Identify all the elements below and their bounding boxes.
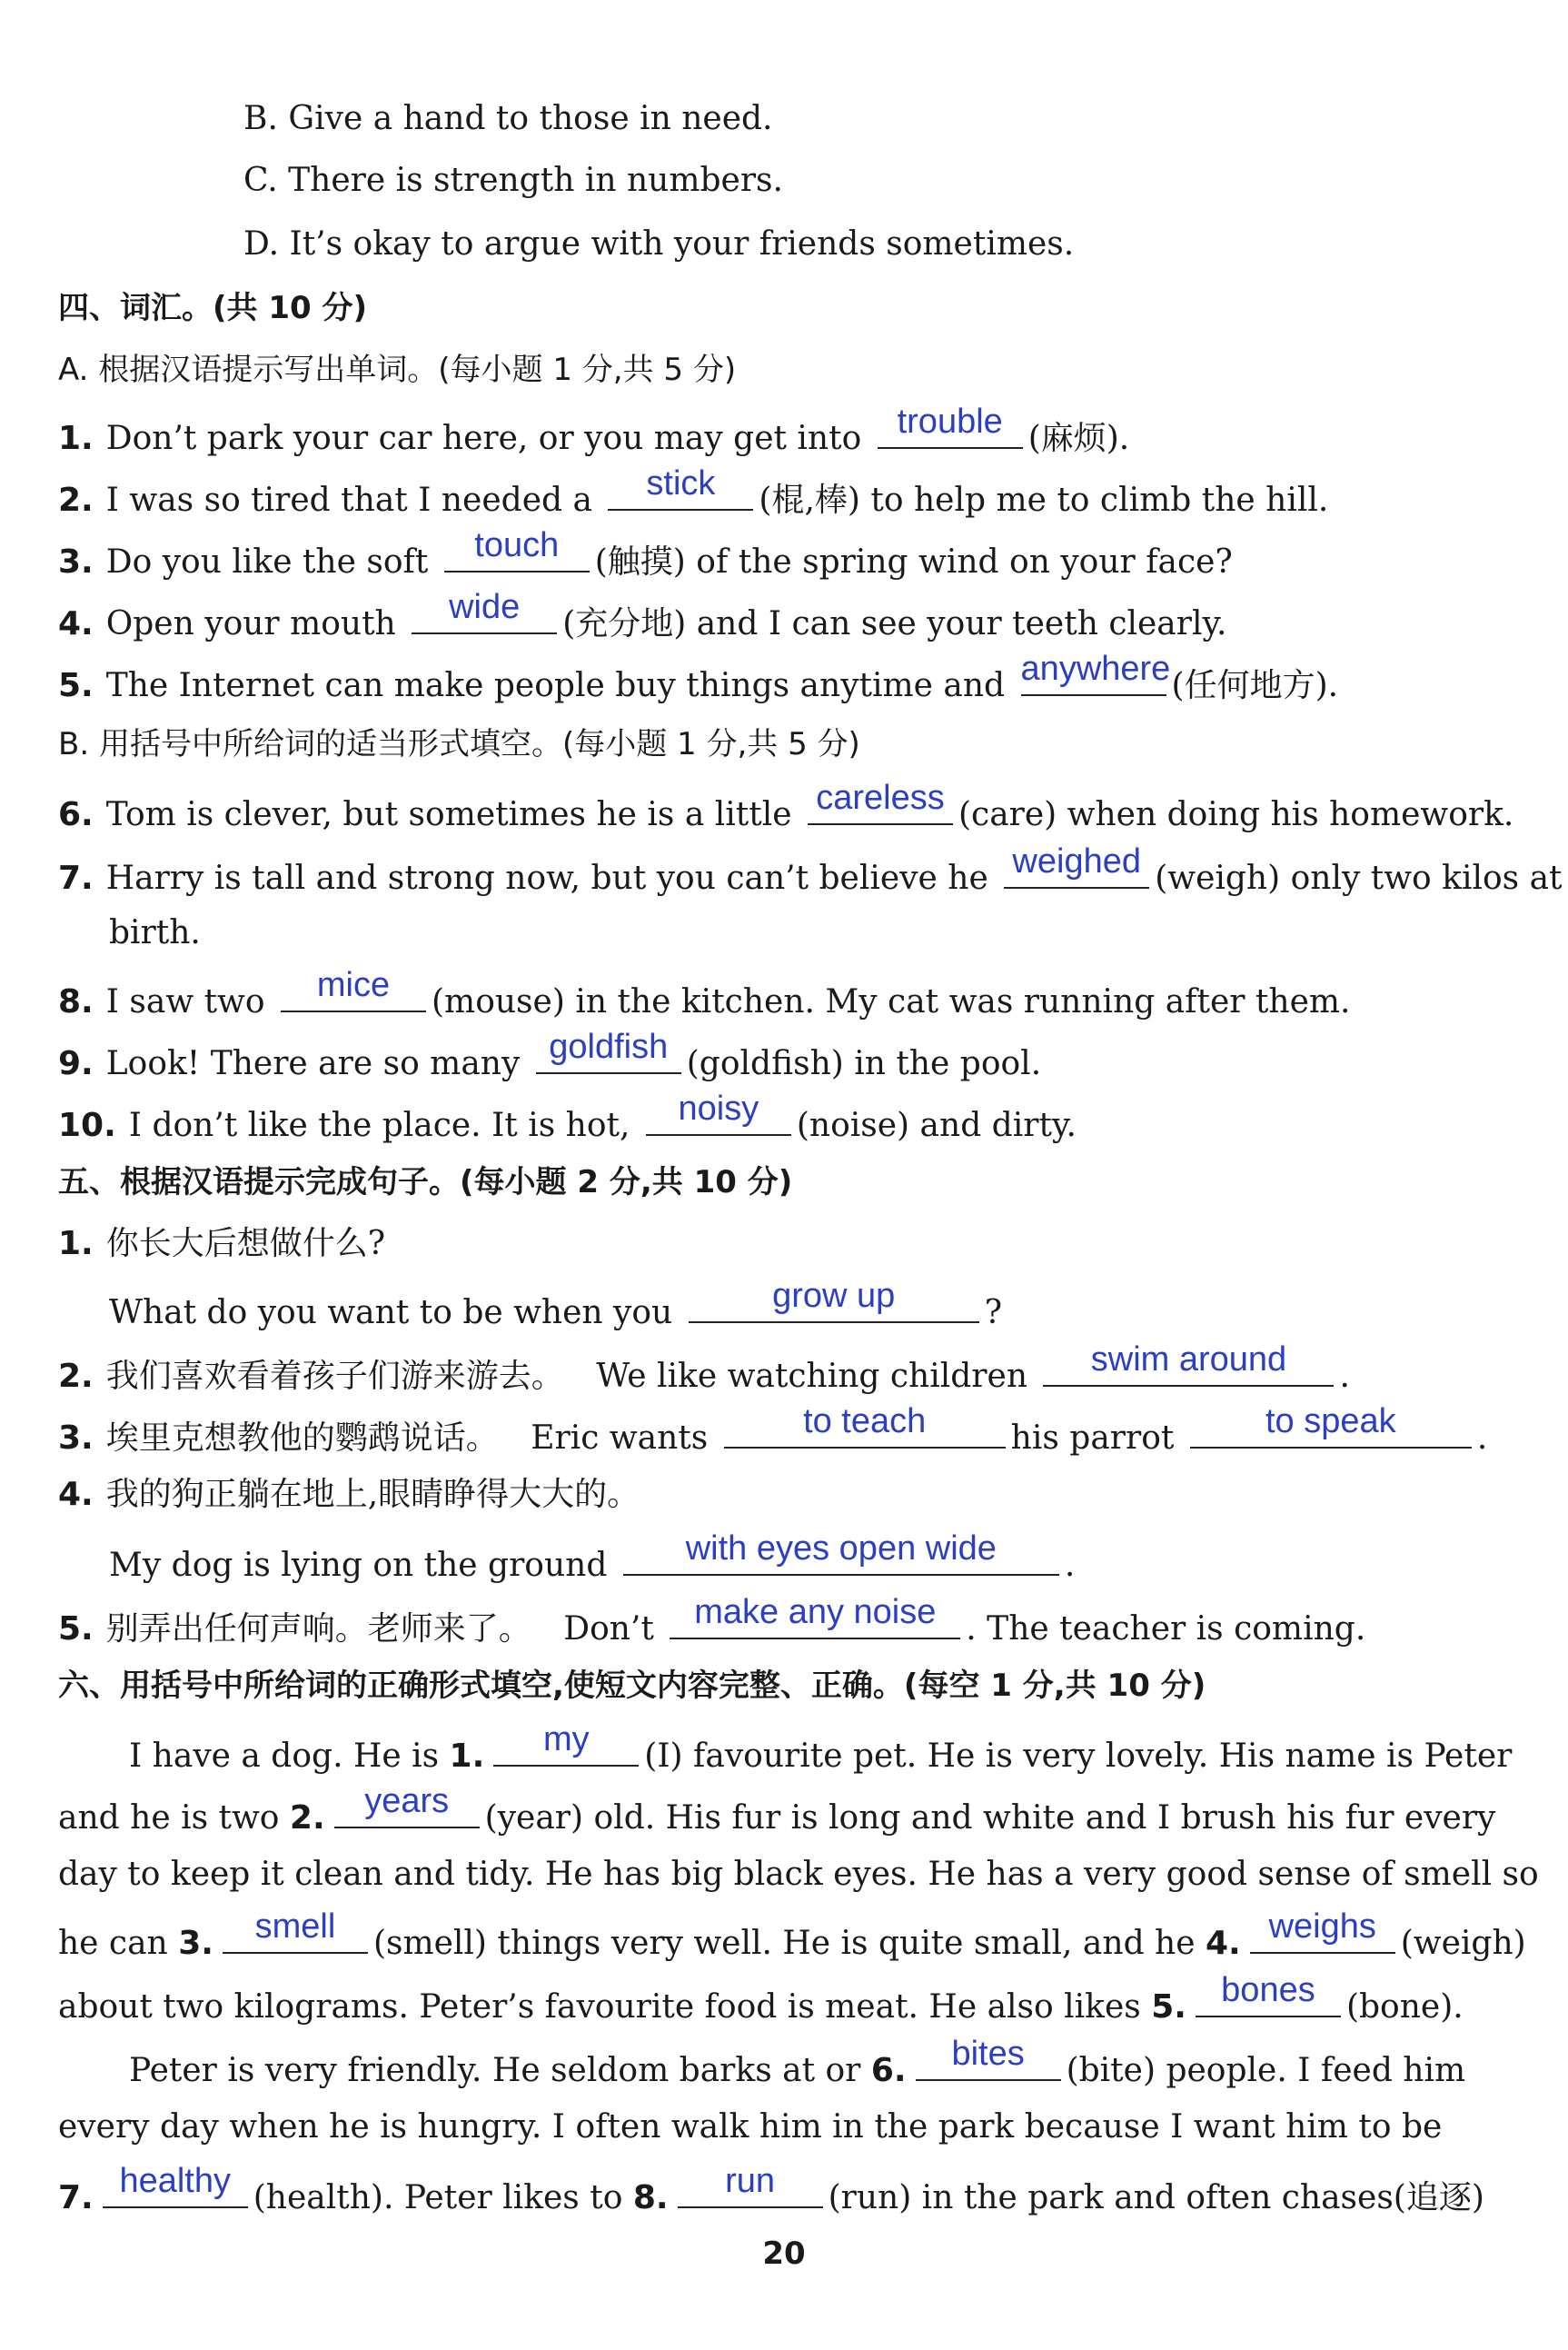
answer-blank[interactable] bbox=[1020, 650, 1171, 696]
question-number: 2. bbox=[58, 482, 94, 519]
chinese-prompt: 我的狗正躺在地上,眼睛睁得大大的。 bbox=[105, 1476, 640, 1513]
answer-text: anywhere bbox=[1020, 650, 1171, 688]
answer-blank-2[interactable] bbox=[1190, 1402, 1472, 1449]
answer-text: mice bbox=[316, 966, 391, 1004]
section-6-title: 六、用括号中所给词的正确形式填空,使短文内容完整、正确。(每空 1 分,共 10 分) bbox=[58, 1668, 1206, 1704]
answer-text: to speak bbox=[1265, 1402, 1396, 1440]
answer-blank[interactable] bbox=[724, 1402, 1006, 1449]
answer-blank[interactable] bbox=[1250, 1907, 1395, 1954]
question-number: 2. bbox=[58, 1358, 94, 1395]
option-d: D. It’s okay to argue with your friends sometimes. bbox=[243, 225, 1075, 263]
option-b: B. Give a hand to those in need. bbox=[243, 100, 773, 137]
answer-blank[interactable] bbox=[689, 1277, 979, 1323]
answer-blank[interactable] bbox=[678, 2162, 823, 2208]
question-number: 4. bbox=[58, 605, 94, 642]
chinese-prompt: 我们喜欢看着孩子们游来游去。 bbox=[105, 1358, 564, 1395]
answer-text: swim around bbox=[1090, 1340, 1287, 1379]
blank-number: 6. bbox=[870, 2052, 907, 2089]
sentence-1-en bbox=[109, 1277, 1003, 1334]
question-text-mid: his parrot bbox=[1010, 1419, 1175, 1457]
section-4-part-b: B. 用括号中所给词的适当形式填空。(每小题 1 分,共 5 分) bbox=[58, 726, 860, 762]
passage-line-1 bbox=[129, 1720, 1513, 1777]
punctuation: ? bbox=[984, 1294, 1003, 1331]
answer-blank[interactable] bbox=[646, 1090, 791, 1136]
sentence-1-cn bbox=[58, 1223, 385, 1265]
question-1 bbox=[58, 403, 1130, 460]
blank-number: 8. bbox=[632, 2179, 669, 2216]
sentence-4-cn bbox=[58, 1474, 640, 1516]
question-3 bbox=[58, 526, 1233, 583]
question-text: Don’t park your car here, or you may get into bbox=[105, 420, 862, 457]
passage-line-2 bbox=[58, 1782, 1496, 1839]
sentence-2 bbox=[58, 1340, 1350, 1398]
question-text: I was so tired that I needed a bbox=[105, 482, 592, 519]
question-text: I don’t like the place. It is hot, bbox=[128, 1107, 630, 1144]
question-number: 5. bbox=[58, 667, 94, 704]
answer-text: weighs bbox=[1268, 1907, 1376, 1946]
question-text: Look! There are so many bbox=[105, 1045, 521, 1082]
question-5 bbox=[58, 650, 1339, 707]
question-text: Harry is tall and strong now, but you can’t believe he bbox=[105, 860, 988, 897]
passage-text: he can bbox=[58, 1925, 168, 1962]
answer-text: my bbox=[542, 1720, 590, 1758]
question-hint: (mouse) in the kitchen. My cat was running after them. bbox=[432, 983, 1351, 1021]
answer-blank[interactable] bbox=[536, 1028, 681, 1074]
chinese-prompt: 你长大后想做什么? bbox=[105, 1225, 386, 1262]
question-number: 5. bbox=[58, 1610, 94, 1648]
sentence-4-en bbox=[109, 1529, 1076, 1587]
question-6 bbox=[58, 779, 1514, 836]
chinese-prompt: 埃里克想教他的鹦鹉说话。 bbox=[105, 1419, 499, 1457]
passage-line-7: every day when he is hungry. I often walk him in the park because I want him to be bbox=[58, 2108, 1443, 2146]
answer-blank[interactable] bbox=[608, 464, 753, 511]
question-text: Eric wants bbox=[531, 1419, 709, 1457]
answer-blank[interactable] bbox=[1196, 1971, 1341, 2017]
blank-number: 1. bbox=[449, 1738, 485, 1775]
question-hint: (任何地方). bbox=[1171, 667, 1339, 704]
question-hint: (充分地) and I can see your teeth clearly. bbox=[562, 605, 1227, 642]
question-hint: (棍,棒) to help me to climb the hill. bbox=[759, 482, 1329, 519]
passage-text: (year) old. His fur is long and white and I brush his fur every bbox=[484, 1799, 1496, 1837]
passage-line-4 bbox=[58, 1907, 1526, 1965]
answer-text: careless bbox=[816, 779, 945, 817]
answer-text: bites bbox=[951, 2035, 1025, 2073]
answer-text: trouble bbox=[897, 403, 1003, 441]
passage-text: (bite) people. I feed him bbox=[1066, 2052, 1466, 2089]
sentence-3 bbox=[58, 1402, 1488, 1459]
blank-number: 4. bbox=[1206, 1925, 1241, 1962]
answer-blank[interactable] bbox=[334, 1782, 480, 1828]
answer-text: weighed bbox=[1012, 842, 1141, 881]
question-text: Don’t bbox=[563, 1610, 654, 1648]
punctuation: . bbox=[1339, 1358, 1350, 1395]
question-text: The Internet can make people buy things anytime and bbox=[105, 667, 1006, 704]
question-text: I saw two bbox=[105, 983, 265, 1021]
passage-line-3: day to keep it clean and tidy. He has big black eyes. He has a very good sense of smell so bbox=[58, 1856, 1539, 1893]
section-5-title: 五、根据汉语提示完成句子。(每小题 2 分,共 10 分) bbox=[58, 1164, 793, 1200]
question-number: 3. bbox=[58, 543, 94, 581]
answer-text: smell bbox=[254, 1907, 336, 1946]
answer-blank[interactable] bbox=[878, 403, 1023, 449]
sentence-5 bbox=[58, 1593, 1366, 1650]
answer-text: bones bbox=[1221, 1971, 1315, 2009]
question-number: 4. bbox=[58, 1476, 94, 1513]
answer-blank[interactable] bbox=[444, 526, 590, 573]
question-number: 6. bbox=[58, 796, 94, 833]
passage-text: about two kilograms. Peter’s favourite food is meat. He also likes bbox=[58, 1988, 1141, 2026]
question-text-end: . The teacher is coming. bbox=[966, 1610, 1366, 1648]
question-7 bbox=[58, 842, 1563, 900]
passage-text: Peter is very friendly. He seldom barks at or bbox=[129, 2052, 861, 2089]
section-4-part-a: A. 根据汉语提示写出单词。(每小题 1 分,共 5 分) bbox=[58, 352, 737, 388]
answer-blank[interactable] bbox=[916, 2035, 1061, 2081]
answer-text: to teach bbox=[803, 1402, 927, 1440]
question-text: We like watching children bbox=[596, 1358, 1028, 1395]
blank-number: 2. bbox=[289, 1799, 325, 1837]
answer-blank[interactable] bbox=[670, 1593, 960, 1639]
option-c: C. There is strength in numbers. bbox=[243, 162, 783, 199]
answer-blank[interactable] bbox=[281, 966, 426, 1012]
answer-text: make any noise bbox=[694, 1593, 937, 1631]
answer-blank[interactable] bbox=[623, 1529, 1059, 1576]
passage-text: (bone). bbox=[1345, 1988, 1464, 2026]
passage-line-6 bbox=[129, 2035, 1466, 2092]
question-10 bbox=[58, 1090, 1077, 1147]
question-number: 10. bbox=[58, 1107, 116, 1144]
passage-text: (run) in the park and often chases(追逐) bbox=[828, 2179, 1484, 2216]
answer-text: grow up bbox=[772, 1277, 896, 1315]
question-number: 9. bbox=[58, 1045, 94, 1082]
answer-blank[interactable] bbox=[1043, 1340, 1334, 1387]
question-text: Open your mouth bbox=[105, 605, 396, 642]
blank-number: 3. bbox=[178, 1925, 213, 1962]
question-hint: (weigh) only two kilos at bbox=[1155, 860, 1563, 897]
answer-text: goldfish bbox=[549, 1028, 669, 1066]
passage-text: (health). Peter likes to bbox=[253, 2179, 623, 2216]
answer-blank[interactable] bbox=[1004, 842, 1149, 889]
answer-text: years bbox=[364, 1782, 450, 1820]
question-number: 7. bbox=[58, 860, 94, 897]
answer-blank[interactable] bbox=[223, 1907, 368, 1954]
answer-text: stick bbox=[646, 464, 716, 503]
question-hint: (noise) and dirty. bbox=[796, 1107, 1077, 1144]
answer-text: run bbox=[725, 2162, 776, 2200]
blank-number: 5. bbox=[1151, 1988, 1186, 2026]
question-hint: (goldfish) in the pool. bbox=[686, 1045, 1042, 1082]
question-text: What do you want to be when you bbox=[109, 1294, 673, 1331]
question-9 bbox=[58, 1028, 1042, 1085]
answer-blank[interactable] bbox=[808, 779, 953, 825]
question-number: 1. bbox=[58, 420, 94, 457]
answer-text: wide bbox=[449, 588, 521, 626]
question-2 bbox=[58, 464, 1329, 522]
punctuation: . bbox=[1476, 1419, 1488, 1457]
question-hint: (麻烦). bbox=[1027, 420, 1130, 457]
page-number: 20 bbox=[762, 2235, 806, 2272]
answer-text: healthy bbox=[119, 2162, 231, 2200]
question-number: 3. bbox=[58, 1419, 94, 1457]
passage-text: (smell) things very well. He is quite small, and he bbox=[372, 1925, 1196, 1962]
section-4-title: 四、词汇。(共 10 分) bbox=[58, 290, 368, 326]
passage-line-8 bbox=[58, 2162, 1484, 2219]
passage-line-5 bbox=[58, 1971, 1464, 2028]
answer-blank[interactable] bbox=[493, 1720, 639, 1767]
passage-text: (I) favourite pet. He is very lovely. His name is Peter bbox=[644, 1738, 1513, 1775]
chinese-prompt: 别弄出任何声响。老师来了。 bbox=[105, 1610, 531, 1648]
question-4 bbox=[58, 588, 1227, 645]
answer-blank[interactable] bbox=[412, 588, 557, 634]
answer-blank[interactable] bbox=[103, 2162, 248, 2208]
answer-text: touch bbox=[474, 526, 560, 564]
blank-number: 7. bbox=[58, 2179, 94, 2216]
punctuation: . bbox=[1064, 1547, 1076, 1584]
question-number: 1. bbox=[58, 1225, 94, 1262]
question-hint: (触摸) of the spring wind on your face? bbox=[594, 543, 1233, 581]
answer-text: noisy bbox=[678, 1090, 759, 1128]
question-number: 8. bbox=[58, 983, 94, 1021]
answer-text: with eyes open wide bbox=[685, 1529, 997, 1568]
question-text: My dog is lying on the ground bbox=[109, 1547, 608, 1584]
passage-text: and he is two bbox=[58, 1799, 280, 1837]
passage-text: (weigh) bbox=[1400, 1925, 1526, 1962]
question-text: Tom is clever, but sometimes he is a little bbox=[105, 796, 792, 833]
question-7-continued: birth. bbox=[109, 914, 201, 951]
question-hint: (care) when doing his homework. bbox=[958, 796, 1514, 833]
question-8 bbox=[58, 966, 1351, 1023]
question-text: Do you like the soft bbox=[105, 543, 429, 581]
passage-text: I have a dog. He is bbox=[129, 1738, 440, 1775]
